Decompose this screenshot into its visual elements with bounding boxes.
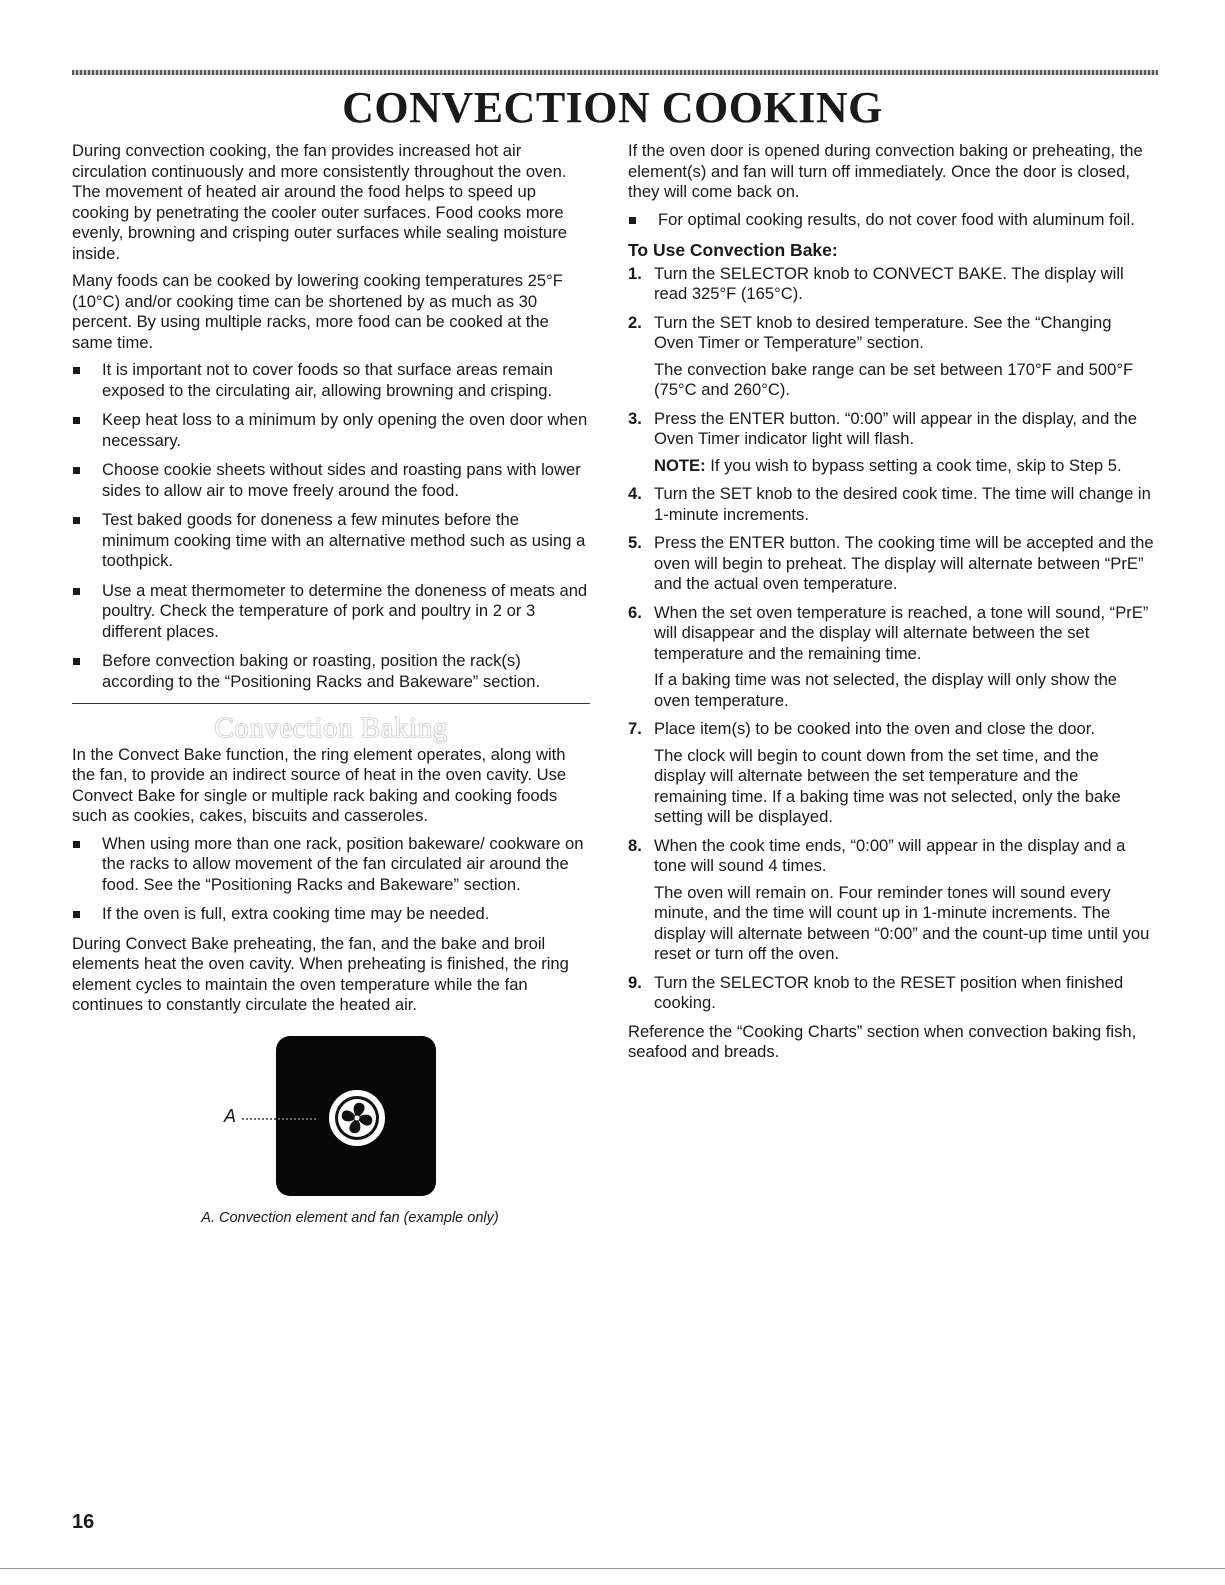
fan-icon <box>327 1088 387 1148</box>
step-note: The convection bake range can be set between 170°F and 500°F (75°C and 260°C). <box>654 359 1134 399</box>
step-text: When the set oven temperature is reached, a tone will sound, “PrE” will disappear and the display will alternate between the set temperature and the remaining time. <box>654 602 1149 663</box>
list-item: Choose cookie sheets without sides and roasting pans with lower sides to allow air to move freely around the food. <box>72 460 590 501</box>
step-text: Turn the SELECTOR knob to CONVECT BAKE. The display will read 325°F (165°C). <box>654 263 1124 303</box>
step-text: Press the ENTER button. “0:00” will appear in the display, and the Oven Timer indicator light will flash. <box>654 408 1138 448</box>
step-item <box>628 409 1154 477</box>
step-number: 9. <box>628 972 642 992</box>
convection-figure <box>180 1036 520 1236</box>
step-number: 1. <box>628 263 642 283</box>
section-heading-convection-baking: Convection Baking <box>214 712 448 744</box>
left-column <box>72 141 590 1023</box>
step-number: 8. <box>628 835 642 855</box>
bake-intro-paragraph: In the Convect Bake function, the ring element operates, along with the fan, to provide an indirect source of heat in the oven cavity. Use Convect Bake for single or multiple rack baking and cooking foods such as cookies, cakes, biscuits and casseroles. <box>72 744 567 825</box>
step-item <box>628 836 1154 965</box>
list-item: When using more than one rack, position bakeware/ cookware on the racks to allow movement of the fan circulated air around the food. See the “Positioning Racks and Bakeware” section. <box>72 834 590 896</box>
list-item: Test baked goods for doneness a few minutes before the minimum cooking time with an alternative method such as using a toothpick. <box>72 510 590 572</box>
preheat-paragraph: During Convect Bake preheating, the fan, and the bake and broil elements heat the oven cavity. When preheating is finished, the ring element cycles to maintain the oven temperature while the fan continues to constantly circulate the heated air. <box>72 933 569 1014</box>
step-text: Press the ENTER button. The cooking time will be accepted and the oven will begin to preheat. The display will alternate between “PrE” and the actual oven temperature. <box>654 533 1154 593</box>
page-number: 16 <box>72 1511 95 1533</box>
tips-list <box>72 360 590 692</box>
step-number: 2. <box>628 312 642 332</box>
list-item: If the oven is full, extra cooking time may be needed. <box>72 904 590 925</box>
step-number: 4. <box>628 484 642 503</box>
step-note: The oven will remain on. Four reminder tones will sound every minute, and the time will count up in 1-minute increments. The display will alternate between “0:00” and the count-up time until you reset or turn off the oven. <box>654 882 1150 963</box>
step-item <box>628 973 1154 1014</box>
step-item <box>628 264 1154 305</box>
list-item: It is important not to cover foods so that surface areas remain exposed to the circulating air, allowing browning and crisping. <box>72 360 590 401</box>
door-paragraph: If the oven door is opened during convection baking or preheating, the element(s) and fan will turn off immediately. Once the door is closed, they will come back on. <box>628 141 1143 201</box>
step-number: 5. <box>628 533 642 552</box>
step-text: Turn the SET knob to the desired cook time. The time will change in 1-minute increments. <box>654 484 1151 524</box>
howto-heading: To Use Convection Bake: <box>628 240 838 260</box>
header-rule <box>72 70 1158 75</box>
note-text: If you wish to bypass setting a cook time, skip to Step 5. <box>710 455 1122 475</box>
figure-leader-line <box>242 1118 316 1120</box>
figure-callout-label: A <box>224 1106 237 1126</box>
step-text: Turn the SELECTOR knob to the RESET position when finished cooking. <box>654 972 1124 1012</box>
step-text: Turn the SET knob to desired temperature. See the “Changing Oven Timer or Temperature” section. <box>654 312 1112 352</box>
steps-list <box>628 264 1154 1014</box>
step-item <box>628 484 1154 525</box>
list-item: Keep heat loss to a minimum by only opening the oven door when necessary. <box>72 410 590 451</box>
step-number: 7. <box>628 719 642 738</box>
step-number: 3. <box>628 408 642 428</box>
note-label: NOTE: <box>654 455 706 475</box>
step-item <box>628 313 1154 401</box>
step-text: When the cook time ends, “0:00” will appear in the display and a tone will sound 4 times. <box>654 835 1126 875</box>
list-item: For optimal cooking results, do not cover food with aluminum foil. <box>628 210 1154 231</box>
step-item <box>628 533 1154 595</box>
step-note: The clock will begin to count down from the set time, and the display will alternate between the set temperature and the remaining time. If a baking time was not selected, only the bake setting will be displayed. <box>654 745 1121 826</box>
step-note <box>654 456 1154 477</box>
list-item: Use a meat thermometer to determine the doneness of meats and poultry. Check the temperature of pork and poultry in 2 or 3 different places. <box>72 581 590 643</box>
step-text: Place item(s) to be cooked into the oven and close the door. <box>654 719 1095 738</box>
section-divider <box>72 703 590 704</box>
footer-rule <box>0 1568 1225 1569</box>
intro-paragraph: During convection cooking, the fan provides increased hot air circulation continuously and more consistently throughout the oven. The movement of heated air around the food helps to speed up cooking by penetrating the cooler outer surfaces. Food cooks more evenly, browning and crisping outer surfaces while sealing moisture inside. <box>72 141 567 263</box>
step-item <box>628 603 1154 712</box>
intro-paragraph: Many foods can be cooked by lowering cooking temperatures 25°F (10°C) and/or cooking time can be shortened by as much as 30 percent. By using multiple racks, more food can be cooked at the same time. <box>72 271 563 352</box>
step-note: If a baking time was not selected, the display will only show the oven temperature. <box>654 670 1118 710</box>
page-title: CONVECTION COOKING <box>342 83 883 132</box>
step-number: 6. <box>628 602 642 622</box>
list-item: Before convection baking or roasting, position the rack(s) according to the “Positioning Racks and Bakeware” section. <box>72 651 590 692</box>
bake-tips-list <box>72 834 590 925</box>
right-column <box>628 141 1154 1070</box>
reference-paragraph: Reference the “Cooking Charts” section when convection baking fish, seafood and breads. <box>628 1021 1137 1061</box>
figure-caption: A. Convection element and fan (example only) <box>201 1210 499 1226</box>
step-item <box>628 719 1154 828</box>
foil-tip-list <box>628 210 1154 231</box>
